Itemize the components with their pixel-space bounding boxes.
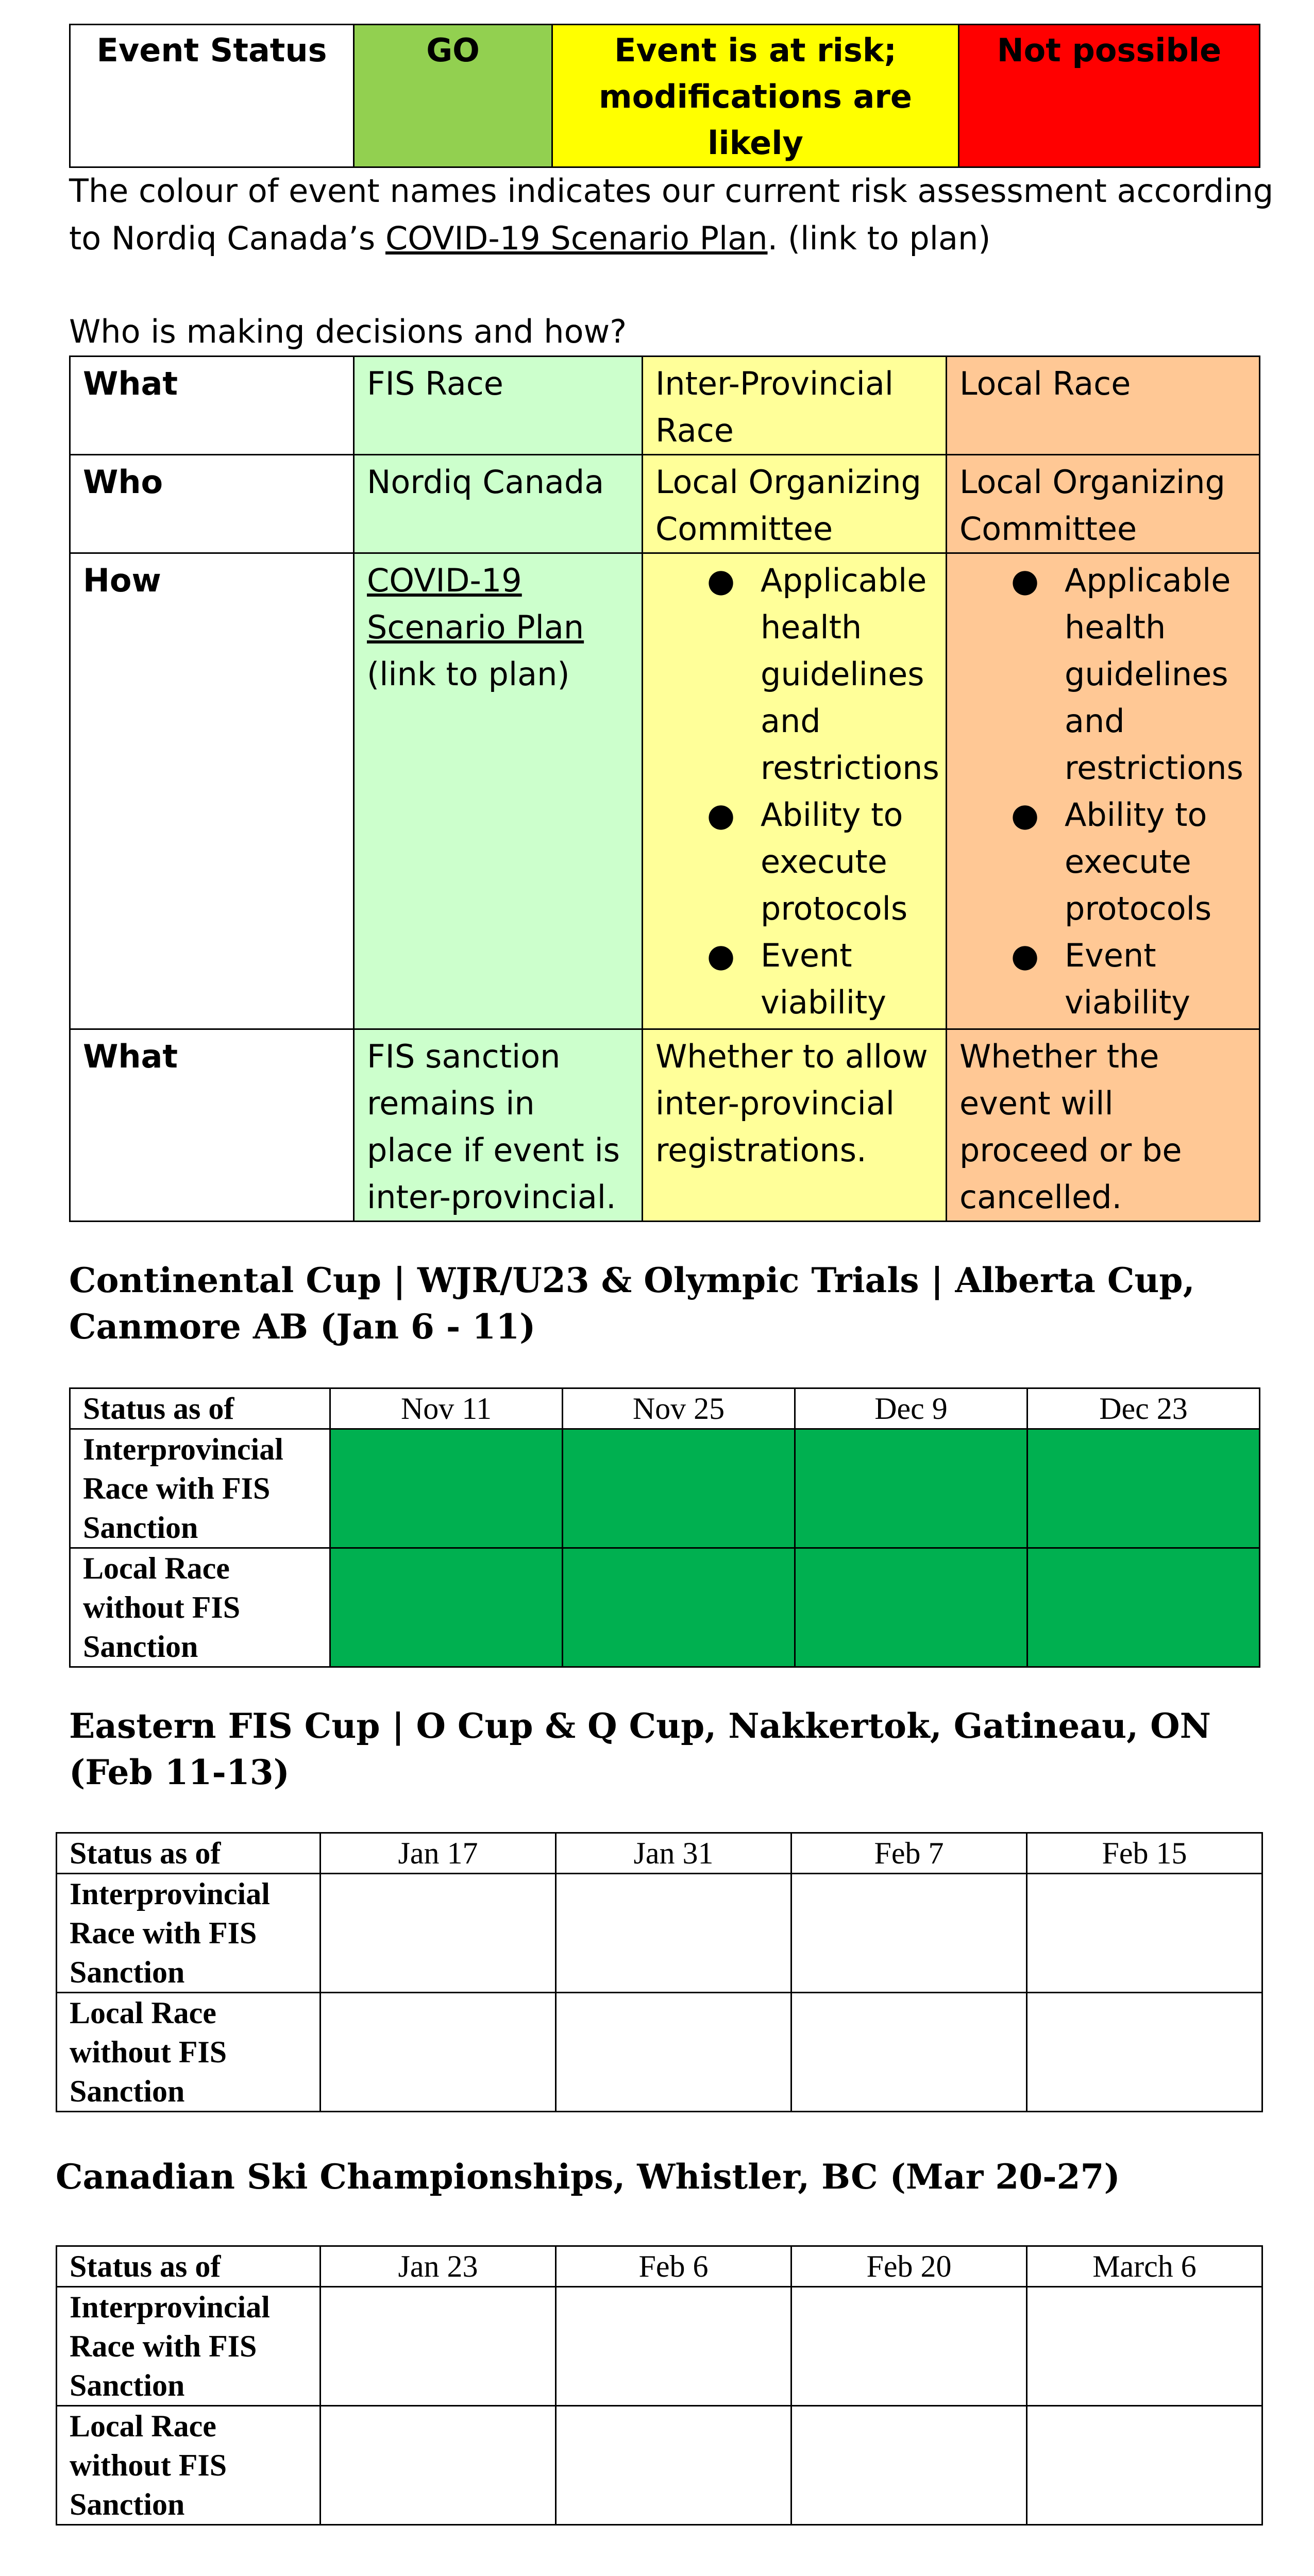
what-local: Local Race — [947, 357, 1260, 455]
status-date: Nov 25 — [563, 1388, 795, 1429]
status-date: March 6 — [1027, 2246, 1262, 2287]
row-label-interprovincial: Interprovincial Race with FIS Sanction — [57, 1874, 321, 1993]
decision-table — [69, 355, 1260, 1222]
status-date: Feb 6 — [556, 2246, 791, 2287]
status-cell-empty — [556, 1874, 791, 1993]
bullet-text: Event viability — [1065, 937, 1190, 1021]
status-cell-empty — [1027, 1874, 1262, 1993]
bullet-icon: ● — [1011, 562, 1039, 599]
event-status-table — [56, 1832, 1263, 2112]
row-label-what-decision: What — [70, 1029, 354, 1222]
legend-header: Event Status — [70, 25, 354, 167]
bullet-icon: ● — [707, 796, 735, 834]
status-date: Feb 15 — [1027, 1833, 1262, 1874]
who-inter-provincial: Local Organizing Committee — [643, 455, 947, 553]
legend-at-risk-line2: modifications are likely — [599, 78, 912, 162]
event-title: Canadian Ski Championships, Whistler, BC (Mar 20-27) — [56, 2157, 1120, 2197]
who-local: Local Organizing Committee — [947, 455, 1260, 553]
list-item — [959, 791, 1246, 932]
status-cell-go — [330, 1548, 563, 1667]
status-cell-go — [563, 1548, 795, 1667]
legend-not-possible: Not possible — [959, 25, 1260, 167]
how-local — [947, 553, 1260, 1029]
legend-at-risk-line1: Event is at risk; — [614, 31, 897, 69]
what-inter-provincial: Inter-Provincial Race — [643, 357, 947, 455]
event-title: Continental Cup | WJR/U23 & Olympic Trials | Alberta Cup, Canmore AB (Jan 6 - 11) — [69, 1260, 1195, 1347]
status-date: Jan 23 — [321, 2246, 556, 2287]
row-label-interprovincial: Interprovincial Race with FIS Sanction — [57, 2287, 321, 2406]
how-link-note: (link to plan) — [367, 655, 570, 693]
how-fis — [354, 553, 643, 1029]
status-cell-empty — [321, 1993, 556, 2112]
row-label-local: Local Race without FIS Sanction — [57, 1993, 321, 2112]
event-status-table — [69, 1387, 1260, 1668]
status-date: Jan 31 — [556, 1833, 791, 1874]
legend-at-risk — [552, 25, 959, 167]
decision-local: Whether the event will proceed or be cancelled. — [947, 1029, 1260, 1222]
what-fis: FIS Race — [354, 357, 643, 455]
bullet-text: Applicable health guidelines and restrictions — [761, 562, 939, 787]
status-cell-empty — [321, 1874, 556, 1993]
status-date: Jan 17 — [321, 1833, 556, 1874]
decision-inter-provincial: Whether to allow inter-provincial registrations. — [643, 1029, 947, 1222]
status-as-of-label: Status as of — [70, 1388, 330, 1429]
row-label-local: Local Race without FIS Sanction — [57, 2406, 321, 2525]
scenario-plan-link[interactable]: COVID-19 Scenario Plan — [385, 219, 768, 257]
row-label-what: What — [70, 357, 354, 455]
status-cell-empty — [1027, 2287, 1262, 2406]
status-cell-go — [795, 1429, 1027, 1548]
how-inter-provincial — [643, 553, 947, 1029]
list-item — [959, 557, 1246, 791]
status-cell-empty — [556, 1993, 791, 2112]
bullet-icon: ● — [1011, 796, 1039, 834]
intro-link-note: . (link to plan) — [767, 219, 991, 257]
row-label-local: Local Race without FIS Sanction — [70, 1548, 330, 1667]
list-item — [655, 557, 939, 791]
status-cell-go — [1027, 1429, 1260, 1548]
how-local-bullets — [959, 557, 1246, 1026]
bullet-icon: ● — [1011, 937, 1039, 974]
intro-text: to Nordiq Canada’s — [69, 219, 385, 257]
row-label-who: Who — [70, 455, 354, 553]
list-item — [959, 932, 1246, 1026]
how-inter-bullets — [655, 557, 939, 1026]
status-cell-empty — [791, 1993, 1027, 2112]
list-item — [655, 932, 933, 1026]
decision-fis: FIS sanction remains in place if event is inter-provincial. — [354, 1029, 643, 1222]
bullet-icon: ● — [707, 562, 735, 599]
bullet-icon: ● — [707, 937, 735, 974]
status-cell-go — [1027, 1548, 1260, 1667]
status-cell-empty — [791, 1874, 1027, 1993]
status-cell-empty — [1027, 2406, 1262, 2525]
status-cell-go — [563, 1429, 795, 1548]
status-cell-go — [795, 1548, 1027, 1667]
bullet-text: Applicable health guidelines and restrictions — [1065, 562, 1243, 787]
status-cell-empty — [556, 2287, 791, 2406]
event-status-table — [56, 2245, 1263, 2526]
status-date: Dec 23 — [1027, 1388, 1260, 1429]
list-item — [655, 791, 933, 932]
row-label-interprovincial: Interprovincial Race with FIS Sanction — [70, 1429, 330, 1548]
event-status-legend — [69, 24, 1260, 168]
status-cell-empty — [321, 2287, 556, 2406]
status-as-of-label: Status as of — [57, 2246, 321, 2287]
status-date: Feb 20 — [791, 2246, 1027, 2287]
bullet-text: Ability to execute protocols — [1065, 796, 1212, 927]
how-scenario-plan-link[interactable]: COVID-19 Scenario Plan — [367, 562, 584, 646]
legend-go: GO — [354, 25, 552, 167]
intro-line-1: The colour of event names indicates our current risk assessment according — [69, 172, 1274, 210]
bullet-text: Event viability — [761, 937, 886, 1021]
status-cell-empty — [791, 2287, 1027, 2406]
status-cell-empty — [321, 2406, 556, 2525]
row-label-how: How — [70, 553, 354, 1029]
bullet-text: Ability to execute protocols — [761, 796, 908, 927]
status-cell-go — [330, 1429, 563, 1548]
status-date: Nov 11 — [330, 1388, 563, 1429]
status-as-of-label: Status as of — [57, 1833, 321, 1874]
status-cell-empty — [1027, 1993, 1262, 2112]
decisions-label: Who is making decisions and how? — [69, 313, 627, 350]
status-cell-empty — [556, 2406, 791, 2525]
event-title: Eastern FIS Cup | O Cup & Q Cup, Nakkertok, Gatineau, ON (Feb 11-13) — [69, 1706, 1211, 1792]
who-fis: Nordiq Canada — [354, 455, 643, 553]
intro-line-2 — [69, 215, 1306, 262]
intro-paragraph — [69, 167, 1306, 262]
status-date: Feb 7 — [791, 1833, 1027, 1874]
status-date: Dec 9 — [795, 1388, 1027, 1429]
status-cell-empty — [791, 2406, 1027, 2525]
